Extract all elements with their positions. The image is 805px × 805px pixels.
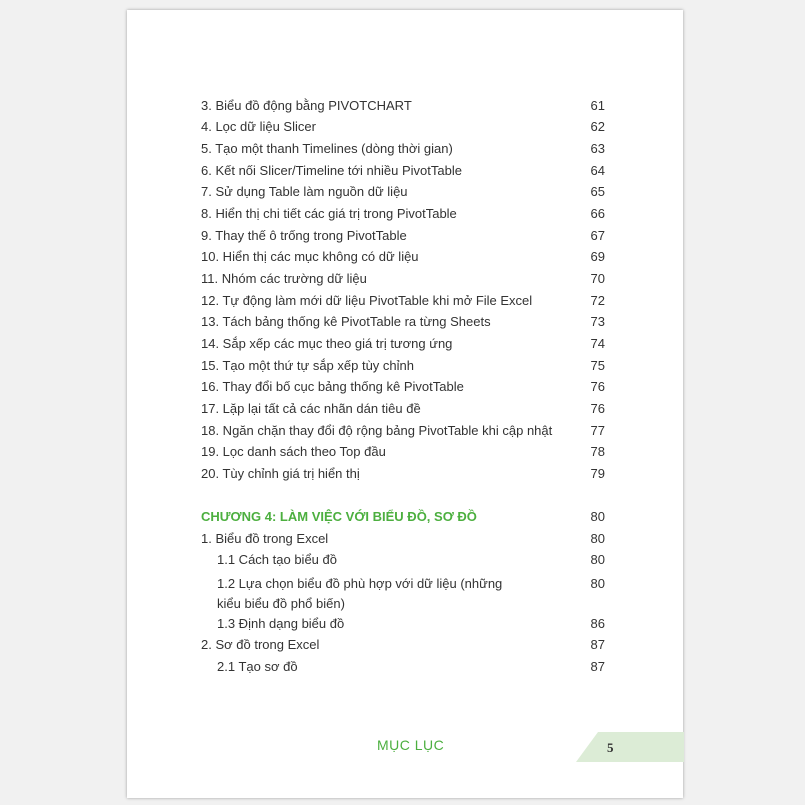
- toc-entry: [201, 293, 605, 309]
- footer-section-title: MỤC LỤC: [377, 737, 445, 753]
- toc-entry-page: 64: [590, 163, 605, 178]
- toc-entry-page: 72: [590, 293, 605, 308]
- toc-entry-page: 78: [590, 444, 605, 459]
- toc-entry-label: 14. Sắp xếp các mục theo giá trị tương ứng: [201, 336, 453, 351]
- toc-entry: [201, 444, 605, 460]
- toc-entry-label: 1.3 Định dạng biểu đồ: [217, 616, 345, 631]
- toc-entry-page: 80: [590, 552, 605, 567]
- toc-entry-label: 1. Biểu đồ trong Excel: [201, 531, 329, 546]
- toc-entry-page: 77: [590, 423, 605, 438]
- toc-entry-page: 70: [590, 271, 605, 286]
- toc-entry-page: 75: [590, 358, 605, 373]
- toc-entry-label: 10. Hiển thị các mục không có dữ liệu: [201, 249, 419, 264]
- toc-entry-page: 76: [590, 379, 605, 394]
- toc-entry: [201, 336, 605, 352]
- toc-entry: [201, 163, 605, 179]
- toc-entry-label: 9. Thay thế ô trống trong PivotTable: [201, 228, 407, 243]
- toc-entry: [201, 98, 605, 114]
- toc-entry-label: 7. Sử dụng Table làm nguồn dữ liệu: [201, 184, 408, 199]
- toc-subentry: [201, 659, 605, 675]
- toc-subentry: [201, 616, 605, 632]
- toc-entry-label: 11. Nhóm các trường dữ liệu: [201, 271, 367, 286]
- toc-entry-page: 79: [590, 466, 605, 481]
- toc-entry-label: 18. Ngăn chặn thay đổi độ rộng bảng PivotTable khi cập nhật: [201, 423, 553, 438]
- toc-entry: [201, 249, 605, 265]
- toc-entry-page: 66: [590, 206, 605, 221]
- toc-entry-label: 20. Tùy chỉnh giá trị hiển thị: [201, 466, 360, 481]
- toc-entry: [201, 379, 605, 395]
- toc-entry-page: 80: [590, 531, 605, 546]
- toc-entry-label: 1.2 Lựa chọn biểu đồ phù hợp với dữ liệu (những kiểu biểu đồ phổ biến): [217, 576, 503, 611]
- toc-entry-label: 8. Hiển thị chi tiết các giá trị trong PivotTable: [201, 206, 457, 221]
- toc-entry-label: 17. Lặp lại tất cả các nhãn dán tiêu đề: [201, 401, 421, 416]
- toc-entry: [201, 531, 605, 547]
- toc-entry: [201, 637, 605, 653]
- book-page: [127, 10, 683, 798]
- toc-entry-page: 86: [590, 616, 605, 631]
- toc-subentry: [201, 574, 605, 614]
- toc-entry-page: 67: [590, 228, 605, 243]
- chapter-heading: [201, 509, 605, 525]
- toc-entry-label: 16. Thay đổi bố cục bảng thống kê PivotTable: [201, 379, 464, 394]
- toc-entry: [201, 119, 605, 135]
- toc-entry: [201, 358, 605, 374]
- toc-entry-label: 19. Lọc danh sách theo Top đầu: [201, 444, 386, 459]
- toc-entry-page: 80: [590, 509, 605, 524]
- toc-entry-label: 15. Tạo một thứ tự sắp xếp tùy chỉnh: [201, 358, 415, 373]
- toc-entry: [201, 314, 605, 330]
- toc-entry: [201, 466, 605, 482]
- toc-entry: [201, 184, 605, 200]
- chapter-title: CHƯƠNG 4: LÀM VIỆC VỚI BIỂU ĐỒ, SƠ ĐỒ: [201, 509, 477, 524]
- toc-entry-page: 73: [590, 314, 605, 329]
- toc-entry-page: 69: [590, 249, 605, 264]
- toc-entry-label: 12. Tự động làm mới dữ liệu PivotTable khi mở File Excel: [201, 293, 533, 308]
- toc-entry: [201, 141, 605, 157]
- toc-entry-page: 80: [590, 576, 605, 591]
- toc-entry-label: 4. Lọc dữ liệu Slicer: [201, 119, 316, 134]
- toc-entry-page: 74: [590, 336, 605, 351]
- toc-entry: [201, 271, 605, 287]
- toc-entry: [201, 206, 605, 222]
- toc-entry-page: 63: [590, 141, 605, 156]
- toc-entry-page: 65: [590, 184, 605, 199]
- toc-entry-page: 62: [590, 119, 605, 134]
- toc-entry-label: 3. Biểu đồ động bằng PIVOTCHART: [201, 98, 412, 113]
- toc-subentry: [201, 552, 605, 568]
- footer-page-tab: [576, 732, 684, 762]
- toc-entry: [201, 228, 605, 244]
- toc-entry-label: 2.1 Tạo sơ đồ: [217, 659, 298, 674]
- toc-entry-page: 76: [590, 401, 605, 416]
- toc-entry: [201, 401, 605, 417]
- toc-entry-label: 13. Tách bảng thống kê PivotTable ra từng Sheets: [201, 314, 491, 329]
- toc-entry-page: 61: [590, 98, 605, 113]
- toc-entry-page: 87: [590, 659, 605, 674]
- toc-entry-label: 6. Kết nối Slicer/Timeline tới nhiều PivotTable: [201, 163, 462, 178]
- toc-entry: [201, 423, 605, 439]
- page-number: 5: [607, 740, 614, 755]
- toc-entry-label: 2. Sơ đồ trong Excel: [201, 637, 320, 652]
- toc-entry-label: 1.1 Cách tạo biểu đồ: [217, 552, 337, 567]
- toc-entry-page: 87: [590, 637, 605, 652]
- toc-entry-label: 5. Tạo một thanh Timelines (dòng thời gian): [201, 141, 453, 156]
